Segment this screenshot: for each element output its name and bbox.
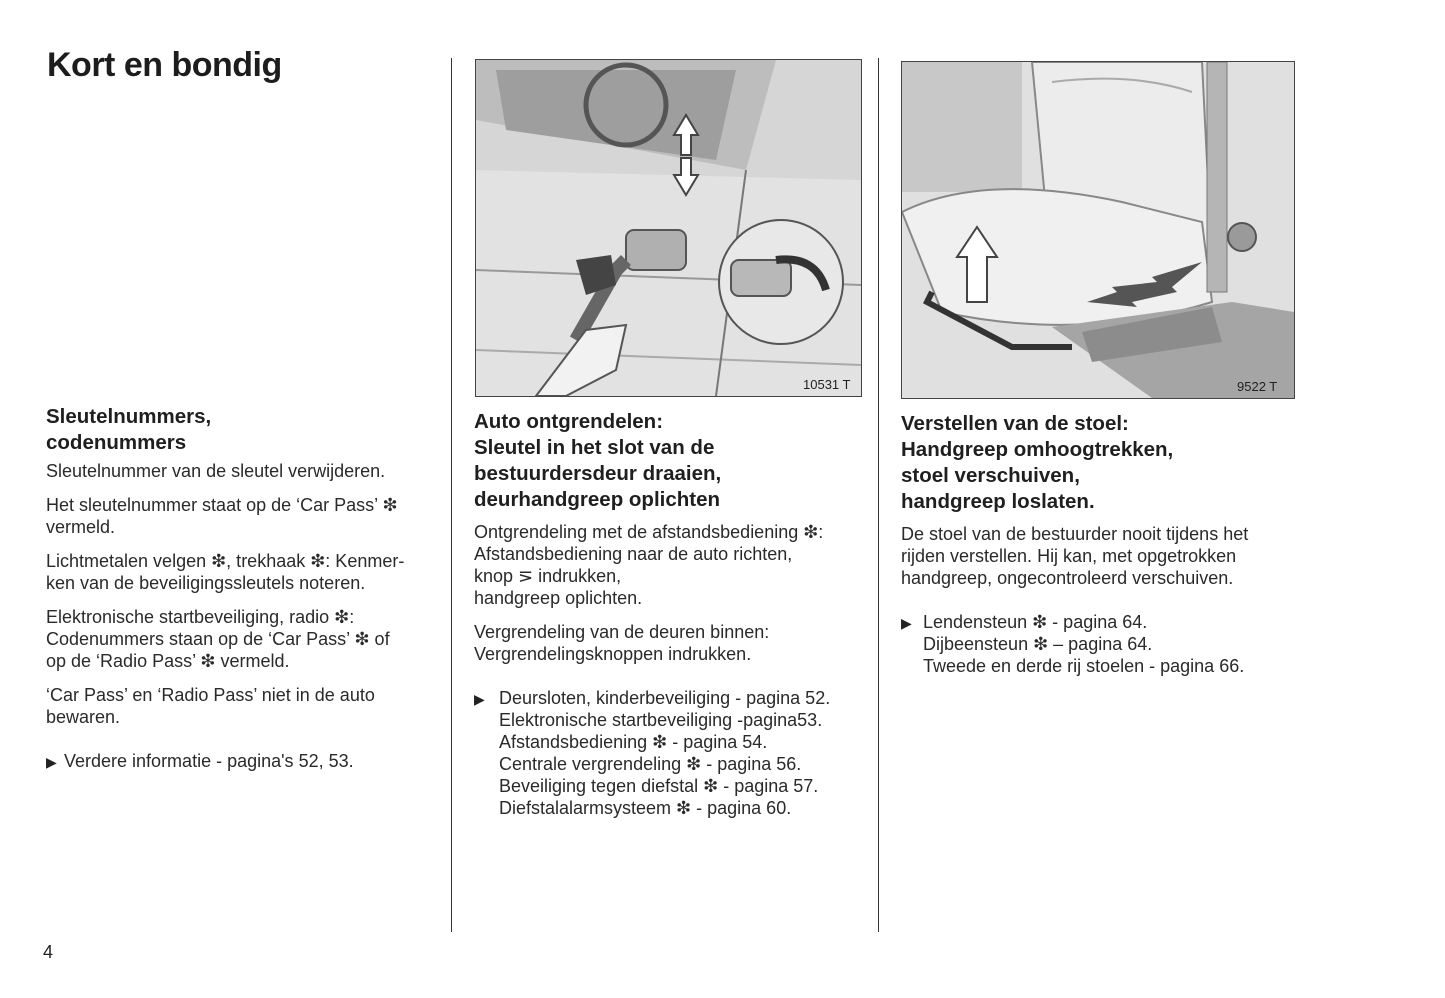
column-seat-adjust: [901, 411, 1311, 677]
figure-door-unlock: [475, 59, 862, 397]
paragraph: Vergrendeling van de deuren binnen: Vergrendelingsknoppen indrukken.: [474, 622, 770, 664]
paragraph: Ontgrendeling met de afstandsbediening ❇: Afstandsbediening naar de auto richten, knop ⋝ indrukken, handgreep oplichten.: [474, 522, 824, 608]
paragraph: ‘Car Pass’ en ‘Radio Pass’ niet in de auto bewaren.: [46, 685, 375, 727]
paragraph: Elektronische startbeveiliging, radio ❇: Codenummers staan op de ‘Car Pass’ ❇ of op de ‘Radio Pass’ ❇ vermeld.: [46, 607, 390, 671]
section-heading: Auto ontgrendelen: Sleutel in het slot van de bestuurdersdeur draaien, deurhandgreep oplichten: [474, 410, 722, 511]
reference-list: ▶ Lendensteun ❇ - pagina 64. Dijbeensteun ❇ – pagina 64. Tweede en derde rij stoelen - pagina 66.: [901, 612, 1245, 676]
page-title: Kort en bondig: [47, 46, 282, 84]
column-divider-2: [878, 58, 879, 932]
column-divider-1: [451, 58, 452, 932]
triangle-right-icon: ▶: [46, 754, 57, 770]
door-illustration: [476, 60, 861, 396]
reference-list: ▶ Verdere informatie - pagina's 52, 53.: [46, 751, 354, 771]
figure-seat-adjust: [901, 61, 1295, 399]
column-unlock-car: [474, 409, 869, 819]
page-number: 4: [43, 942, 54, 962]
triangle-right-icon: ▶: [474, 691, 485, 707]
reference-list: ▶ Deursloten, kinderbeveiliging - pagina 52. Elektronische startbeveiliging -pagina53. Afstandsbediening ❇ - pagina 54. Centrale vergrendeling ❇ - pagina 56. Beveiliging tegen diefstal ❇ - pagina 57. Diefstalalarmsysteem ❇ - pagina 60.: [474, 688, 831, 818]
section-heading: Verstellen van de stoel: Handgreep omhoogtrekken, stoel verschuiven, handgreep loslaten.: [901, 412, 1174, 513]
seat-illustration: [902, 62, 1294, 398]
section-heading: Sleutelnummers, codenummers: [46, 405, 212, 454]
figure-label: 10531 T: [803, 377, 851, 392]
triangle-right-icon: ▶: [901, 615, 912, 631]
paragraph: Het sleutelnummer staat op de ‘Car Pass’ ❇ vermeld.: [46, 495, 398, 537]
column-key-numbers: [46, 404, 441, 772]
figure-label: 9522 T: [1237, 379, 1278, 394]
paragraph: Lichtmetalen velgen ❇, trekhaak ❇: Kenmer- ken van de beveiligingssleutels noteren.: [46, 551, 405, 593]
paragraph: Sleutelnummer van de sleutel verwijderen.: [46, 461, 386, 481]
paragraph: De stoel van de bestuurder nooit tijdens het rijden verstellen. Hij kan, met opgetrokken handgreep, ongecontroleerd verschuiven.: [901, 524, 1249, 588]
